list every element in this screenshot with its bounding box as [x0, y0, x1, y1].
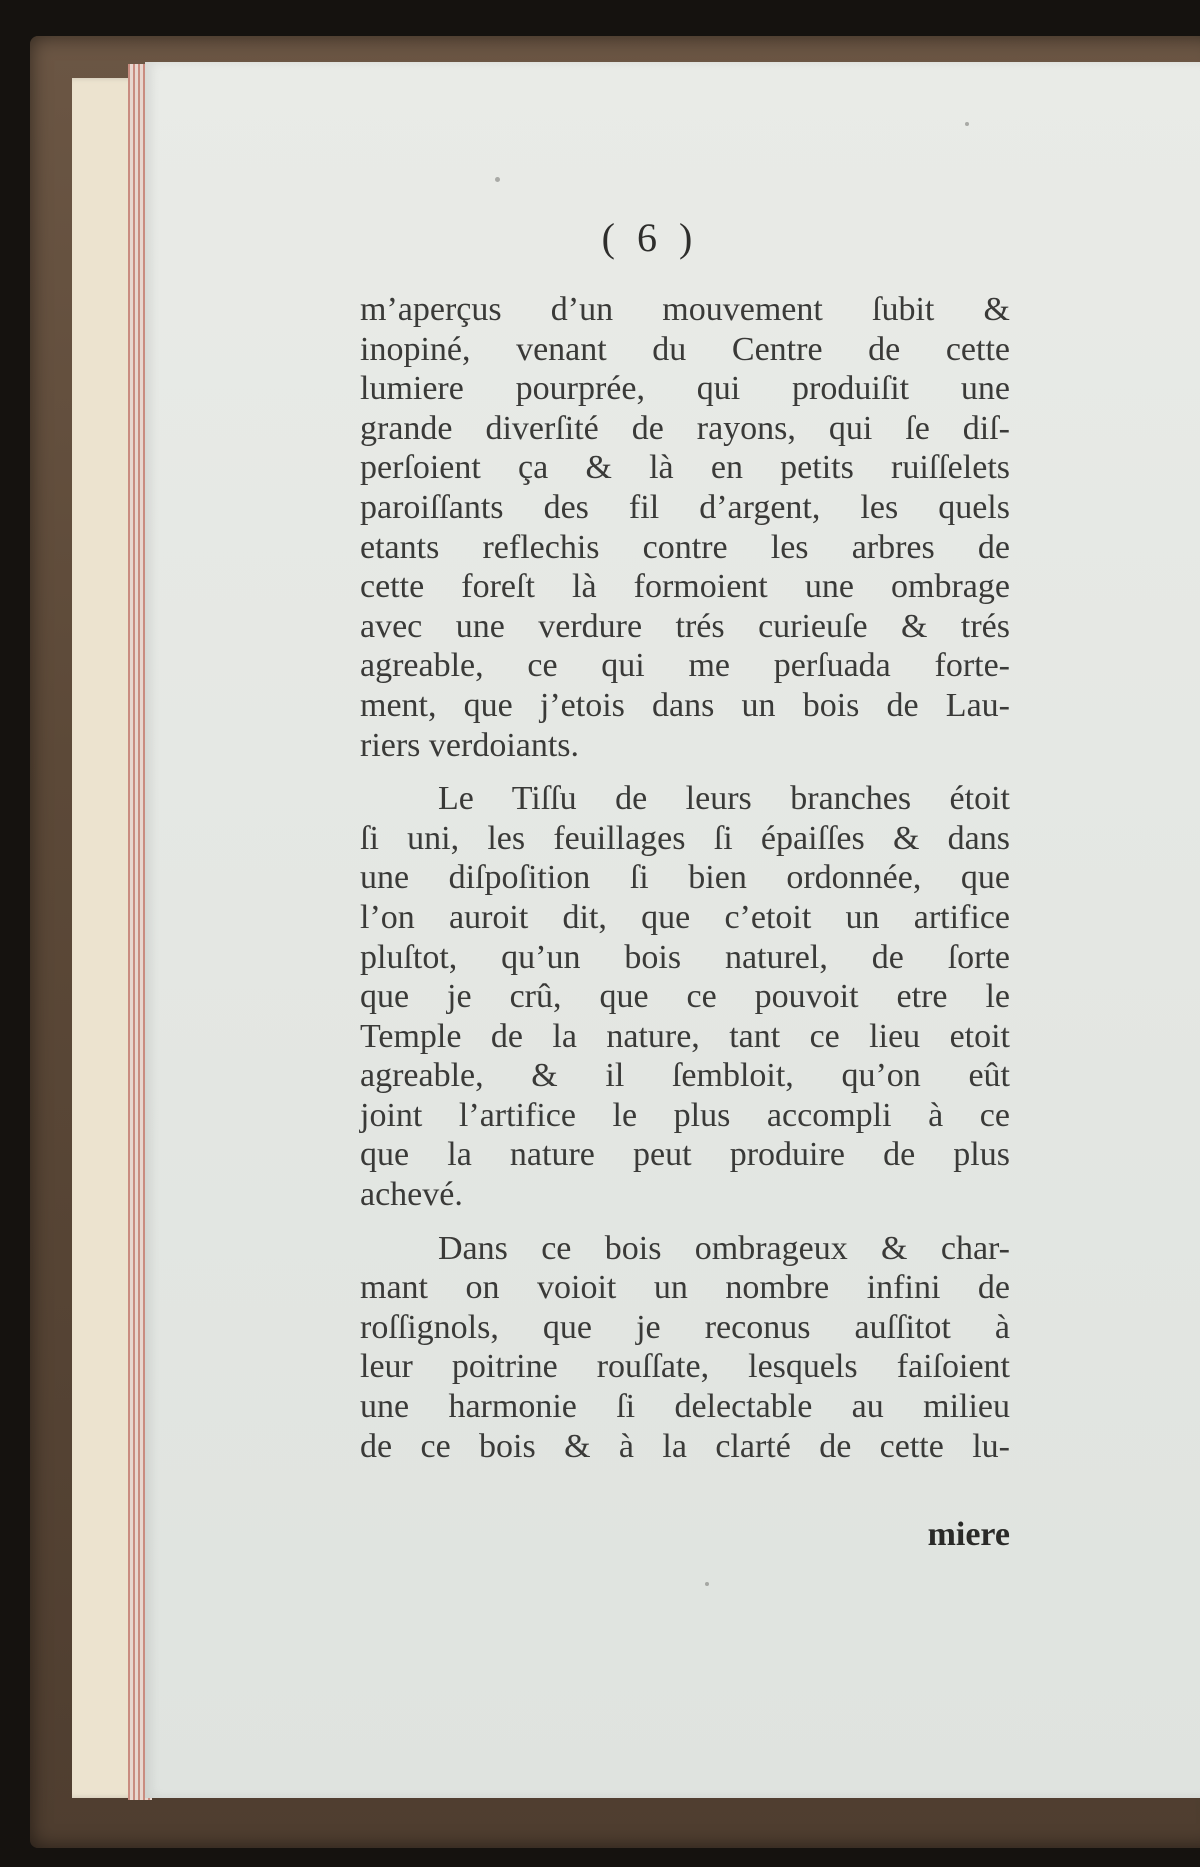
text-line: Temple de la nature, tant ce lieu etoit: [360, 1017, 1010, 1055]
text-line: de ce bois & à la clarté de cette lu-: [360, 1427, 1010, 1465]
text-line: ment, que j’etois dans un bois de Lau-: [360, 686, 1010, 724]
text-line: joint l’artifice le plus accompli à ce: [360, 1096, 1010, 1134]
catchword: miere: [927, 1516, 1010, 1553]
paper-speck: [705, 1582, 709, 1586]
paper-speck: [495, 177, 500, 182]
text-line: riers verdoiants.: [360, 726, 580, 764]
text-line: lumiere pourprée, qui produiſit une: [360, 370, 1010, 408]
text-line: roſſignols, que je reconus auſſitot à: [360, 1308, 1010, 1346]
text-line: etants reflechis contre les arbres de: [360, 528, 1010, 566]
text-line: m’aperçus d’un mouvement ſubit &: [360, 291, 1010, 328]
text-line: grande diverſité de rayons, qui ſe diſ-: [360, 409, 1010, 447]
paper-speck: [965, 122, 969, 126]
text-line: leur poitrine rouſſate, lesquels faiſoient: [360, 1348, 1010, 1386]
text-line: que la nature peut produire de plus: [360, 1136, 1010, 1174]
text-line: achevé.: [360, 1176, 463, 1214]
text-line: une diſpoſition ſi bien ordonnée, que: [360, 859, 1010, 897]
text-line: agreable, ce qui me perſuada forte-: [360, 647, 1010, 685]
text-line: cette foreſt là formoient une ombrage: [360, 568, 1010, 606]
text-line: que je crû, que ce pouvoit etre le: [360, 978, 1010, 1016]
paragraph-2: [360, 779, 1010, 1215]
text-line: pluſtot, qu’un bois naturel, de ſorte: [360, 938, 1010, 976]
text-line: avec une verdure trés curieuſe & trés: [360, 607, 1010, 645]
paragraph-1: [360, 290, 1010, 765]
page-number: ( 6 ): [601, 215, 699, 260]
text-line: l’on auroit dit, que c’etoit un artifice: [360, 898, 1010, 936]
paragraph-3: [360, 1229, 1010, 1467]
body-text: [360, 290, 1010, 1480]
text-line: paroiſſants des fil d’argent, les quels: [360, 488, 1010, 526]
text-line: une harmonie ſi delectable au milieu: [360, 1388, 1010, 1426]
text-line: inopiné, venant du Centre de cette: [360, 330, 1010, 368]
text-line: Le Tiſſu de leurs branches étoit: [438, 780, 1010, 818]
text-line: agreable, & il ſembloit, qu’on eût: [360, 1057, 1010, 1095]
text-line: ſi uni, les feuillages ſi épaiſſes & dans: [360, 819, 1010, 857]
text-line: perſoient ça & là en petits ruiſſelets: [360, 449, 1010, 487]
text-line: Dans ce bois ombrageux & char-: [438, 1229, 1010, 1267]
text-line: mant on voioit un nombre infini de: [360, 1269, 1010, 1307]
